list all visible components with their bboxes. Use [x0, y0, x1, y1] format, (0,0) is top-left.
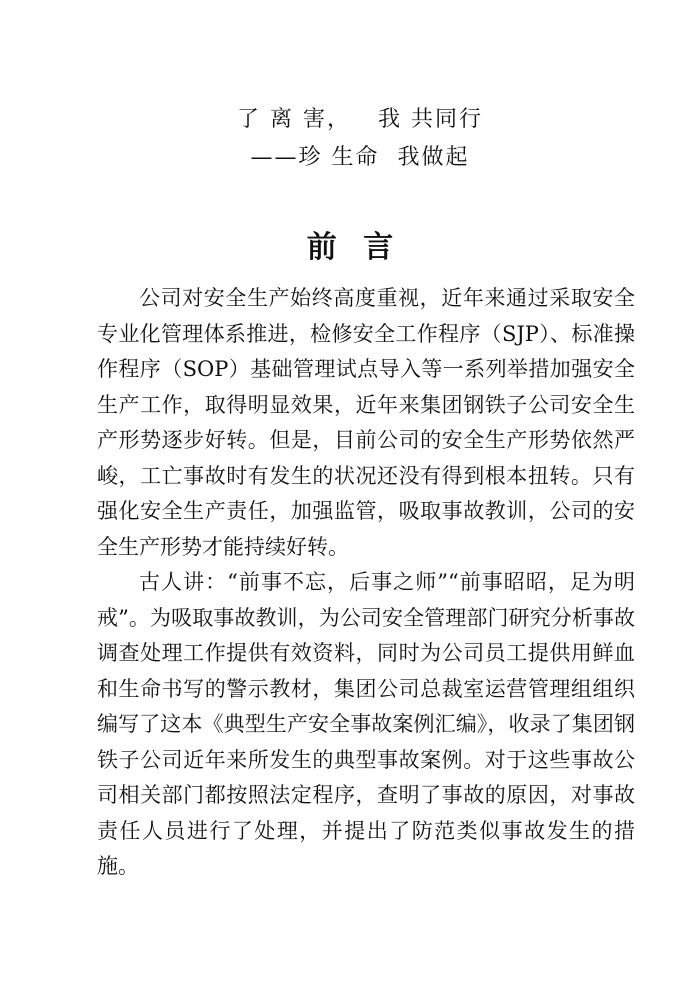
preface-heading: 前 言 — [306, 230, 402, 265]
paragraph-1: 公司对安全生产始终高度重视，近年来通过采取安全专业化管理体系推进，检修安全工作程序（SJP）、标准操作程序（SOP）基础管理试点导入等一系列举措加强安全生产工作，取得明显效果，近年来集团钢铁子公司安全生产形势逐步好转。但是，目前公司的安全生产形势依然严峻，工亡事故时有发生的状况还没有得到根本扭转。只有强化安全生产责任，加强监管，吸取事故教训，公司的安全生产形势才能持续好转。 — [97, 286, 635, 559]
motto-line-2: ——珍 生命 我做起 — [250, 145, 470, 170]
preface-body — [97, 281, 635, 885]
paragraph-2: 古人讲：“前事不忘，后事之师”“前事昭昭，足为明戒”。为吸取事故教训，为公司安全管理部门研究分析事故调查处理工作提供有效资料，同时为公司员工提供用鲜血和生命书写的警示教材，集团公司总裁室运营管理组组织编写了这本《典型生产安全事故案例汇编》，收录了集团钢铁子公司近年来所发生的典型事故案例。对于这些事故公司相关部门都按照法定程序，查明了事故的原因，对事故责任人员进行了处理，并提出了防范类似事故发生的措施。 — [97, 570, 635, 878]
motto-line-1: 了 离 害， 我 共同行 — [237, 107, 483, 132]
